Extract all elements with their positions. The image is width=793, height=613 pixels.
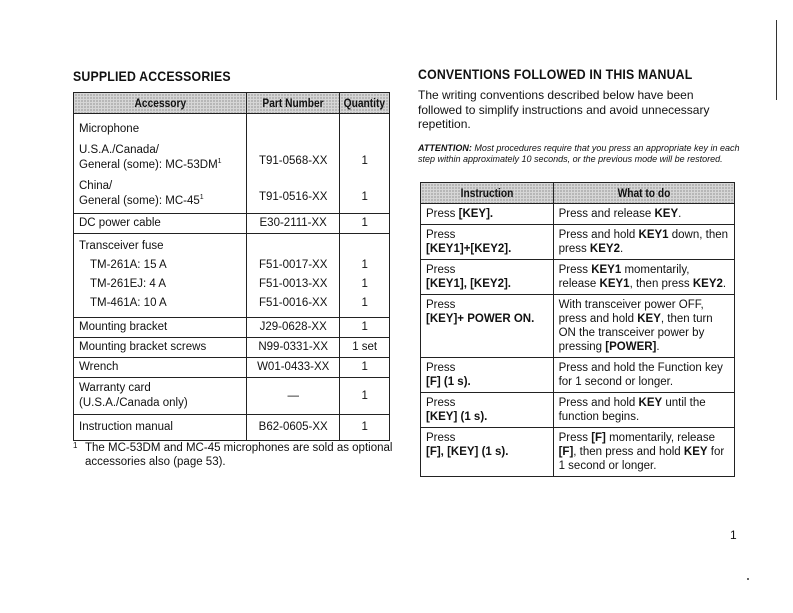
warranty-name-line1: Warranty card [79,382,151,394]
fuse-part: F51-0013-XX [258,278,328,290]
bracket-part: J29-0628-XX [259,321,327,333]
china-line2: General (some): $MC-45^1$ [79,194,204,207]
usa-qty: 1 [361,155,368,167]
table-row: Press [F], [KEY] (1 s). Press [F] momentarily, release [F], then press and hold KEY for 1 second or longer. [421,428,735,477]
bracket-qty: 1 [361,321,368,333]
table-row: Press [KEY]. Press and release KEY. [421,204,735,225]
table-header-row [421,183,735,204]
wrench-qty: 1 [361,361,368,373]
header-quantity: Quantity [340,93,390,114]
footnote [73,441,393,469]
table-row: Press [KEY] (1 s). Press and hold KEY until the function begins. [421,393,735,428]
screws-qty: 1 set [352,341,378,353]
table-row [74,338,390,358]
manual-name: Instruction manual [79,421,173,433]
accessories-table [73,92,390,441]
warranty-name-line2: (U.S.A./Canada only) [79,397,188,409]
attention-label: ATTENTION: [418,143,472,153]
dc-cable-qty: 1 [361,217,368,229]
dc-cable-name: DC power cable [79,217,161,229]
footnote-text: The MC-53DM and MC-45 microphones are sold as optional accessories also (page 53). [85,442,393,468]
table-row [74,234,390,318]
supplied-accessories-heading: SUPPLIED ACCESSORIES [73,68,231,84]
table-row [74,318,390,338]
table-row: Press [KEY1], [KEY2]. Press KEY1 momentarily, release KEY1, then press KEY2. [421,260,735,295]
fuse-qty: 1 [361,259,368,271]
table-row: Press [KEY1]+[KEY2]. Press and hold KEY1 down, then press KEY2. [421,225,735,260]
microphone-label: Microphone [79,123,140,135]
fuse-item: TM-261A: 15 A [90,259,167,271]
table-row [74,114,390,214]
footnote-mark: 1 [73,441,78,450]
warranty-part: — [287,389,299,402]
screws-name: Mounting bracket screws [79,341,207,353]
table-header-row [74,93,390,114]
attention-note [418,143,748,165]
wrench-name: Wrench [79,361,119,373]
usa-part: T91-0568-XX [258,155,328,167]
page-number: 1 [730,528,737,542]
header-accessory: Accessory [74,93,247,114]
table-row [74,214,390,234]
table-row [74,358,390,378]
dc-cable-part: E30-2111-XX [259,217,327,229]
margin-rule [776,20,777,100]
table-row: Press [KEY]+ POWER ON. With transceiver power OFF, press and hold KEY, then turn ON the transceiver power by pressing [POWER]. [421,295,735,358]
fuse-item: TM-261EJ: 4 A [90,278,167,290]
conventions-table [420,182,735,477]
header-what-to-do: What to do [553,183,734,204]
intro-paragraph: The writing conventions described below have been followed to simplify instructions and avoid unnecessary repetition. [418,88,710,131]
usa-line2: General (some): $MC-53DM^1$ [79,158,222,171]
header-part-number: Part Number [247,93,340,114]
table-row [74,415,390,441]
scan-speck [747,578,749,580]
fuse-qty: 1 [361,278,368,290]
attention-text: Most procedures require that you press an appropriate key in each step within approximately 10 seconds, or the previous mode will be restored. [418,143,740,164]
fuse-label: Transceiver fuse [79,240,164,252]
china-part: T91-0516-XX [258,191,328,203]
usa-line1: U.S.A./Canada/ [79,144,159,156]
wrench-part: W01-0433-XX [257,361,330,373]
screws-part: N99-0331-XX [258,341,329,353]
conventions-heading: CONVENTIONS FOLLOWED IN THIS MANUAL [418,66,693,82]
china-line1: China/ [79,180,113,192]
warranty-qty: 1 [361,389,368,402]
header-instruction: Instruction [421,183,554,204]
fuse-qty: 1 [361,297,368,309]
fuse-part: F51-0016-XX [258,297,328,309]
table-row [74,378,390,415]
manual-part: B62-0605-XX [258,421,328,433]
china-qty: 1 [361,191,368,203]
manual-qty: 1 [361,421,368,433]
fuse-item: TM-461A: 10 A [90,297,167,309]
fuse-part: F51-0017-XX [258,259,328,271]
bracket-name: Mounting bracket [79,321,168,333]
table-row: Press [F] (1 s). Press and hold the Function key for 1 second or longer. [421,358,735,393]
